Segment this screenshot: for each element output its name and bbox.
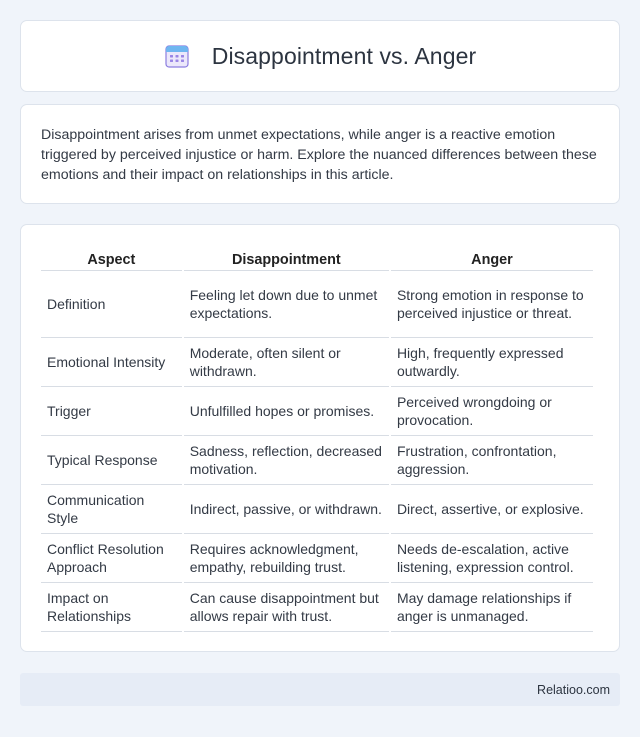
table-row xyxy=(41,436,593,485)
table-row xyxy=(41,534,593,583)
table-row xyxy=(41,387,593,436)
aspect-cell: Trigger xyxy=(41,387,182,436)
aspect-cell: Impact on Relationships xyxy=(41,583,182,632)
anger-cell: Perceived wrongdoing or provocation. xyxy=(391,387,593,436)
intro-text: Disappointment arises from unmet expectations, while anger is a reactive emotion triggered by perceived injustice or harm. Explore the nuanced differences between these emotions and their impact on relationships in this article. xyxy=(41,127,597,183)
anger-cell: High, frequently expressed outwardly. xyxy=(391,338,593,387)
intro-card xyxy=(20,104,620,204)
anger-cell: Direct, assertive, or explosive. xyxy=(391,485,593,534)
column-header-aspect: Aspect xyxy=(41,245,182,271)
anger-cell: Strong emotion in response to perceived injustice or threat. xyxy=(391,271,593,338)
anger-cell: Frustration, confrontation, aggression. xyxy=(391,436,593,485)
aspect-cell: Definition xyxy=(41,271,182,338)
table-row xyxy=(41,271,593,338)
disappointment-cell: Indirect, passive, or withdrawn. xyxy=(184,485,389,534)
disappointment-cell: Moderate, often silent or withdrawn. xyxy=(184,338,389,387)
page-title: Disappointment vs. Anger xyxy=(211,42,477,69)
disappointment-cell: Feeling let down due to unmet expectations. xyxy=(184,271,389,338)
table-row xyxy=(41,485,593,534)
aspect-cell: Emotional Intensity xyxy=(41,338,182,387)
anger-cell: May damage relationships if anger is unmanaged. xyxy=(391,583,593,632)
footer-brand: Relatioo.com xyxy=(537,682,610,697)
aspect-cell: Typical Response xyxy=(41,436,182,485)
table-row xyxy=(41,583,593,632)
footer xyxy=(20,673,620,706)
disappointment-cell: Sadness, reflection, decreased motivation. xyxy=(184,436,389,485)
disappointment-cell: Requires acknowledgment, empathy, rebuilding trust. xyxy=(184,534,389,583)
aspect-cell: Communication Style xyxy=(41,485,182,534)
calendar-icon xyxy=(164,43,190,69)
column-header-disappointment: Disappointment xyxy=(184,245,389,271)
disappointment-cell: Can cause disappointment but allows repair with trust. xyxy=(184,583,389,632)
aspect-cell: Conflict Resolution Approach xyxy=(41,534,182,583)
column-header-anger: Anger xyxy=(391,245,593,271)
anger-cell: Needs de-escalation, active listening, expression control. xyxy=(391,534,593,583)
disappointment-cell: Unfulfilled hopes or promises. xyxy=(184,387,389,436)
table-row xyxy=(41,338,593,387)
comparison-table-card xyxy=(20,224,620,652)
comparison-table xyxy=(39,245,595,632)
table-header-row xyxy=(41,245,593,271)
title-card xyxy=(20,20,620,92)
